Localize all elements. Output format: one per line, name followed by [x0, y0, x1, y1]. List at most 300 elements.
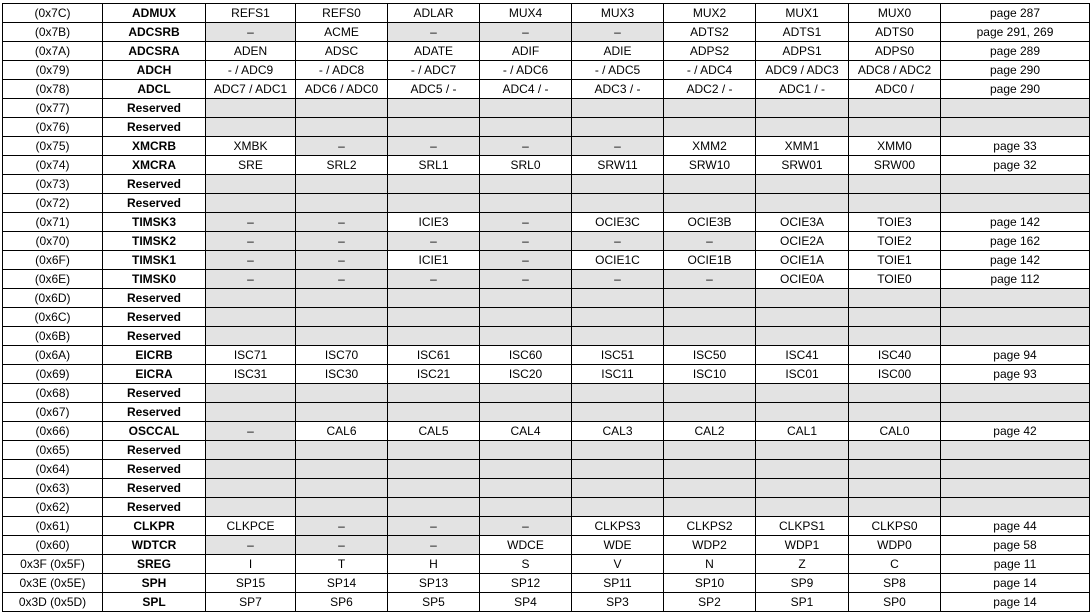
bit-1-cell — [756, 460, 849, 479]
bit-2-cell: N — [664, 555, 756, 574]
bit-3-cell: – — [572, 23, 664, 42]
bit-4-cell: ADC4 / - — [480, 80, 572, 99]
bit-1-cell: XMM1 — [756, 137, 849, 156]
bit-5-cell — [388, 498, 480, 517]
bit-1-cell: OCIE3A — [756, 213, 849, 232]
register-address: (0x75) — [3, 137, 103, 156]
bit-2-cell — [664, 308, 756, 327]
bit-4-cell: – — [480, 517, 572, 536]
bit-6-cell: – — [296, 213, 388, 232]
register-name: CLKPR — [103, 517, 206, 536]
register-row — [3, 232, 1090, 251]
bit-1-cell: CAL1 — [756, 422, 849, 441]
bit-0-cell: CAL0 — [849, 422, 941, 441]
register-address: (0x63) — [3, 479, 103, 498]
register-name: Reserved — [103, 99, 206, 118]
register-row — [3, 4, 1090, 23]
bit-7-cell — [206, 289, 296, 308]
bit-3-cell — [572, 327, 664, 346]
bit-6-cell — [296, 403, 388, 422]
bit-4-cell: WDCE — [480, 536, 572, 555]
bit-0-cell — [849, 289, 941, 308]
bit-3-cell: CLKPS3 — [572, 517, 664, 536]
bit-1-cell — [756, 118, 849, 137]
page-reference-link[interactable]: page 14 — [941, 593, 1090, 612]
page-reference-link — [941, 308, 1090, 327]
register-row — [3, 536, 1090, 555]
bit-5-cell — [388, 384, 480, 403]
bit-1-cell: SP1 — [756, 593, 849, 612]
register-name: OSCCAL — [103, 422, 206, 441]
bit-1-cell — [756, 479, 849, 498]
bit-0-cell: TOIE3 — [849, 213, 941, 232]
bit-3-cell: WDE — [572, 536, 664, 555]
bit-5-cell — [388, 118, 480, 137]
bit-3-cell: ADIE — [572, 42, 664, 61]
register-row — [3, 422, 1090, 441]
bit-3-cell: – — [572, 137, 664, 156]
register-address: (0x7B) — [3, 23, 103, 42]
bit-4-cell: – — [480, 23, 572, 42]
bit-5-cell: ISC61 — [388, 346, 480, 365]
register-name: EICRB — [103, 346, 206, 365]
page-reference-link[interactable]: page 11 — [941, 555, 1090, 574]
bit-5-cell — [388, 460, 480, 479]
page-reference-link[interactable]: page 162 — [941, 232, 1090, 251]
bit-3-cell — [572, 403, 664, 422]
register-name: Reserved — [103, 479, 206, 498]
bit-6-cell — [296, 175, 388, 194]
bit-1-cell — [756, 403, 849, 422]
register-address: (0x61) — [3, 517, 103, 536]
bit-4-cell: - / ADC6 — [480, 61, 572, 80]
bit-7-cell — [206, 194, 296, 213]
bit-1-cell: CLKPS1 — [756, 517, 849, 536]
register-row — [3, 99, 1090, 118]
bit-6-cell — [296, 479, 388, 498]
bit-2-cell: ADC2 / - — [664, 80, 756, 99]
register-address: 0x3F (0x5F) — [3, 555, 103, 574]
page-reference-link[interactable]: page 94 — [941, 346, 1090, 365]
bit-7-cell: XMBK — [206, 137, 296, 156]
bit-3-cell — [572, 479, 664, 498]
register-address: (0x67) — [3, 403, 103, 422]
page-reference-link[interactable]: page 112 — [941, 270, 1090, 289]
bit-2-cell: SP10 — [664, 574, 756, 593]
bit-7-cell: SP7 — [206, 593, 296, 612]
bit-5-cell: ICIE3 — [388, 213, 480, 232]
register-row — [3, 80, 1090, 99]
bit-0-cell: SP8 — [849, 574, 941, 593]
page-reference-link[interactable]: page 32 — [941, 156, 1090, 175]
bit-1-cell: MUX1 — [756, 4, 849, 23]
page-reference-link[interactable]: page 14 — [941, 574, 1090, 593]
bit-7-cell — [206, 384, 296, 403]
register-address: (0x76) — [3, 118, 103, 137]
bit-4-cell — [480, 327, 572, 346]
bit-5-cell: SP5 — [388, 593, 480, 612]
bit-0-cell — [849, 327, 941, 346]
bit-5-cell: – — [388, 23, 480, 42]
register-address: (0x7C) — [3, 4, 103, 23]
bit-7-cell — [206, 498, 296, 517]
bit-1-cell: ISC01 — [756, 365, 849, 384]
register-row — [3, 593, 1090, 612]
bit-4-cell — [480, 99, 572, 118]
bit-0-cell: CLKPS0 — [849, 517, 941, 536]
bit-0-cell — [849, 498, 941, 517]
bit-3-cell: SRW11 — [572, 156, 664, 175]
bit-6-cell: – — [296, 251, 388, 270]
page-reference-link — [941, 327, 1090, 346]
bit-1-cell: ADC1 / - — [756, 80, 849, 99]
register-row — [3, 23, 1090, 42]
bit-4-cell: ISC60 — [480, 346, 572, 365]
register-row — [3, 441, 1090, 460]
bit-4-cell: – — [480, 251, 572, 270]
bit-0-cell — [849, 175, 941, 194]
bit-5-cell: – — [388, 517, 480, 536]
bit-1-cell — [756, 194, 849, 213]
page-reference-link — [941, 99, 1090, 118]
bit-1-cell: OCIE1A — [756, 251, 849, 270]
bit-5-cell — [388, 194, 480, 213]
bit-2-cell: XMM2 — [664, 137, 756, 156]
bit-7-cell: CLKPCE — [206, 517, 296, 536]
bit-7-cell — [206, 479, 296, 498]
register-address: (0x72) — [3, 194, 103, 213]
bit-6-cell: ACME — [296, 23, 388, 42]
page-reference-link[interactable]: page 289 — [941, 42, 1090, 61]
register-row — [3, 251, 1090, 270]
bit-0-cell: XMM0 — [849, 137, 941, 156]
bit-4-cell: SP12 — [480, 574, 572, 593]
bit-7-cell — [206, 403, 296, 422]
page-reference-link[interactable]: page 93 — [941, 365, 1090, 384]
register-name: EICRA — [103, 365, 206, 384]
bit-4-cell: – — [480, 213, 572, 232]
bit-7-cell: ADEN — [206, 42, 296, 61]
register-row — [3, 213, 1090, 232]
bit-0-cell: ADTS0 — [849, 23, 941, 42]
bit-2-cell: ADPS2 — [664, 42, 756, 61]
register-row — [3, 61, 1090, 80]
register-name: TIMSK2 — [103, 232, 206, 251]
bit-5-cell — [388, 403, 480, 422]
bit-2-cell — [664, 194, 756, 213]
register-name: Reserved — [103, 460, 206, 479]
bit-3-cell: OCIE1C — [572, 251, 664, 270]
bit-5-cell: ICIE1 — [388, 251, 480, 270]
bit-4-cell: SP4 — [480, 593, 572, 612]
register-row — [3, 384, 1090, 403]
bit-3-cell: – — [572, 270, 664, 289]
bit-3-cell — [572, 498, 664, 517]
bit-2-cell: – — [664, 232, 756, 251]
bit-0-cell: ADC8 / ADC2 — [849, 61, 941, 80]
bit-6-cell: ADC6 / ADC0 — [296, 80, 388, 99]
bit-1-cell — [756, 308, 849, 327]
bit-0-cell — [849, 479, 941, 498]
register-address: 0x3E (0x5E) — [3, 574, 103, 593]
bit-1-cell — [756, 175, 849, 194]
bit-2-cell: – — [664, 270, 756, 289]
register-name: TIMSK1 — [103, 251, 206, 270]
bit-2-cell — [664, 175, 756, 194]
register-name: Reserved — [103, 498, 206, 517]
bit-6-cell: T — [296, 555, 388, 574]
bit-0-cell: TOIE0 — [849, 270, 941, 289]
bit-7-cell: SRE — [206, 156, 296, 175]
bit-6-cell — [296, 460, 388, 479]
page-reference-link[interactable]: page 287 — [941, 4, 1090, 23]
bit-4-cell: – — [480, 232, 572, 251]
register-address: (0x69) — [3, 365, 103, 384]
bit-4-cell — [480, 441, 572, 460]
bit-2-cell: ADTS2 — [664, 23, 756, 42]
page-reference-link — [941, 384, 1090, 403]
bit-7-cell — [206, 99, 296, 118]
bit-3-cell: SP11 — [572, 574, 664, 593]
bit-3-cell — [572, 175, 664, 194]
bit-5-cell: ADLAR — [388, 4, 480, 23]
register-name: ADCSRA — [103, 42, 206, 61]
bit-7-cell: REFS1 — [206, 4, 296, 23]
register-name: WDTCR — [103, 536, 206, 555]
bit-4-cell — [480, 479, 572, 498]
bit-6-cell: CAL6 — [296, 422, 388, 441]
bit-1-cell: ADPS1 — [756, 42, 849, 61]
bit-2-cell: OCIE1B — [664, 251, 756, 270]
bit-7-cell: ISC31 — [206, 365, 296, 384]
bit-4-cell: MUX4 — [480, 4, 572, 23]
register-address: (0x6C) — [3, 308, 103, 327]
register-row — [3, 574, 1090, 593]
page-reference-link — [941, 498, 1090, 517]
bit-1-cell: SRW01 — [756, 156, 849, 175]
bit-2-cell — [664, 498, 756, 517]
bit-4-cell: S — [480, 555, 572, 574]
bit-6-cell: ADSC — [296, 42, 388, 61]
page-reference-link — [941, 479, 1090, 498]
bit-0-cell: ISC40 — [849, 346, 941, 365]
bit-5-cell: – — [388, 270, 480, 289]
register-address: (0x60) — [3, 536, 103, 555]
register-name: Reserved — [103, 289, 206, 308]
bit-6-cell: SP14 — [296, 574, 388, 593]
bit-0-cell: ADPS0 — [849, 42, 941, 61]
bit-6-cell: - / ADC8 — [296, 61, 388, 80]
bit-0-cell: WDP0 — [849, 536, 941, 555]
bit-5-cell: ADC5 / - — [388, 80, 480, 99]
bit-1-cell: ADTS1 — [756, 23, 849, 42]
register-row — [3, 270, 1090, 289]
page-reference-link[interactable]: page 290 — [941, 80, 1090, 99]
bit-2-cell: CAL2 — [664, 422, 756, 441]
page-reference-link[interactable]: page 58 — [941, 536, 1090, 555]
bit-6-cell — [296, 118, 388, 137]
register-address: (0x74) — [3, 156, 103, 175]
bit-3-cell — [572, 99, 664, 118]
register-name: ADMUX — [103, 4, 206, 23]
bit-2-cell — [664, 99, 756, 118]
bit-4-cell: CAL4 — [480, 422, 572, 441]
page-reference-link — [941, 460, 1090, 479]
bit-0-cell: SRW00 — [849, 156, 941, 175]
bit-5-cell: - / ADC7 — [388, 61, 480, 80]
bit-0-cell: ISC00 — [849, 365, 941, 384]
bit-6-cell — [296, 384, 388, 403]
register-name: Reserved — [103, 308, 206, 327]
register-summary-table — [2, 3, 1090, 612]
bit-3-cell — [572, 308, 664, 327]
bit-0-cell: C — [849, 555, 941, 574]
bit-3-cell — [572, 289, 664, 308]
bit-0-cell — [849, 460, 941, 479]
register-name: Reserved — [103, 118, 206, 137]
bit-1-cell: OCIE2A — [756, 232, 849, 251]
page-reference-link[interactable]: page 142 — [941, 251, 1090, 270]
register-address: (0x6F) — [3, 251, 103, 270]
bit-1-cell — [756, 384, 849, 403]
bit-6-cell: REFS0 — [296, 4, 388, 23]
bit-4-cell — [480, 289, 572, 308]
bit-1-cell — [756, 99, 849, 118]
register-address: (0x68) — [3, 384, 103, 403]
page-reference-link[interactable]: page 291, 269 — [941, 23, 1090, 42]
bit-1-cell: ISC41 — [756, 346, 849, 365]
bit-4-cell: ISC20 — [480, 365, 572, 384]
bit-7-cell — [206, 175, 296, 194]
register-address: (0x64) — [3, 460, 103, 479]
bit-5-cell — [388, 289, 480, 308]
register-name: Reserved — [103, 175, 206, 194]
bit-6-cell — [296, 289, 388, 308]
register-name: SPL — [103, 593, 206, 612]
bit-6-cell — [296, 99, 388, 118]
register-name: Reserved — [103, 441, 206, 460]
register-address: (0x6D) — [3, 289, 103, 308]
bit-5-cell: ADATE — [388, 42, 480, 61]
register-row — [3, 156, 1090, 175]
bit-7-cell — [206, 460, 296, 479]
bit-5-cell: SP13 — [388, 574, 480, 593]
bit-4-cell — [480, 460, 572, 479]
bit-6-cell — [296, 308, 388, 327]
bit-2-cell: OCIE3B — [664, 213, 756, 232]
register-name: ADCSRB — [103, 23, 206, 42]
register-name: XMCRB — [103, 137, 206, 156]
bit-2-cell: SRW10 — [664, 156, 756, 175]
bit-3-cell: OCIE3C — [572, 213, 664, 232]
bit-5-cell: – — [388, 536, 480, 555]
register-row — [3, 555, 1090, 574]
bit-6-cell: SRL2 — [296, 156, 388, 175]
page-reference-link[interactable]: page 42 — [941, 422, 1090, 441]
bit-2-cell: SP2 — [664, 593, 756, 612]
bit-7-cell: - / ADC9 — [206, 61, 296, 80]
register-name: Reserved — [103, 327, 206, 346]
bit-1-cell: SP9 — [756, 574, 849, 593]
bit-7-cell: ISC71 — [206, 346, 296, 365]
bit-6-cell: – — [296, 270, 388, 289]
bit-6-cell: – — [296, 536, 388, 555]
register-address: (0x6A) — [3, 346, 103, 365]
register-address: 0x3D (0x5D) — [3, 593, 103, 612]
register-row — [3, 498, 1090, 517]
bit-7-cell — [206, 308, 296, 327]
bit-5-cell: SRL1 — [388, 156, 480, 175]
register-row — [3, 175, 1090, 194]
bit-4-cell: – — [480, 137, 572, 156]
page-reference-link — [941, 403, 1090, 422]
bit-7-cell: – — [206, 232, 296, 251]
register-name: Reserved — [103, 384, 206, 403]
bit-1-cell — [756, 327, 849, 346]
register-table-body — [3, 4, 1090, 612]
register-row — [3, 479, 1090, 498]
register-address: (0x65) — [3, 441, 103, 460]
page-reference-link — [941, 118, 1090, 137]
bit-4-cell — [480, 118, 572, 137]
register-row — [3, 460, 1090, 479]
page-reference-link[interactable]: page 44 — [941, 517, 1090, 536]
register-row — [3, 308, 1090, 327]
register-name: TIMSK3 — [103, 213, 206, 232]
register-name: ADCH — [103, 61, 206, 80]
bit-5-cell — [388, 308, 480, 327]
register-row — [3, 194, 1090, 213]
bit-3-cell: – — [572, 232, 664, 251]
bit-2-cell — [664, 441, 756, 460]
register-row — [3, 327, 1090, 346]
register-address: (0x71) — [3, 213, 103, 232]
register-address: (0x6E) — [3, 270, 103, 289]
bit-2-cell — [664, 327, 756, 346]
register-name: XMCRA — [103, 156, 206, 175]
register-name: SREG — [103, 555, 206, 574]
bit-6-cell — [296, 441, 388, 460]
bit-2-cell: ISC10 — [664, 365, 756, 384]
page-reference-link[interactable]: page 142 — [941, 213, 1090, 232]
register-address: (0x7A) — [3, 42, 103, 61]
bit-0-cell — [849, 441, 941, 460]
register-row — [3, 403, 1090, 422]
bit-0-cell: SP0 — [849, 593, 941, 612]
bit-7-cell — [206, 327, 296, 346]
bit-1-cell: Z — [756, 555, 849, 574]
register-address: (0x62) — [3, 498, 103, 517]
bit-5-cell: ISC21 — [388, 365, 480, 384]
page-reference-link[interactable]: page 33 — [941, 137, 1090, 156]
register-row — [3, 42, 1090, 61]
bit-6-cell: – — [296, 137, 388, 156]
bit-2-cell — [664, 118, 756, 137]
bit-0-cell: TOIE1 — [849, 251, 941, 270]
bit-5-cell — [388, 479, 480, 498]
bit-2-cell: WDP2 — [664, 536, 756, 555]
register-address: (0x66) — [3, 422, 103, 441]
bit-6-cell: ISC30 — [296, 365, 388, 384]
bit-7-cell: – — [206, 270, 296, 289]
bit-0-cell — [849, 99, 941, 118]
bit-4-cell — [480, 498, 572, 517]
register-row — [3, 118, 1090, 137]
page-reference-link — [941, 175, 1090, 194]
bit-4-cell: ADIF — [480, 42, 572, 61]
page-reference-link[interactable]: page 290 — [941, 61, 1090, 80]
bit-3-cell — [572, 460, 664, 479]
